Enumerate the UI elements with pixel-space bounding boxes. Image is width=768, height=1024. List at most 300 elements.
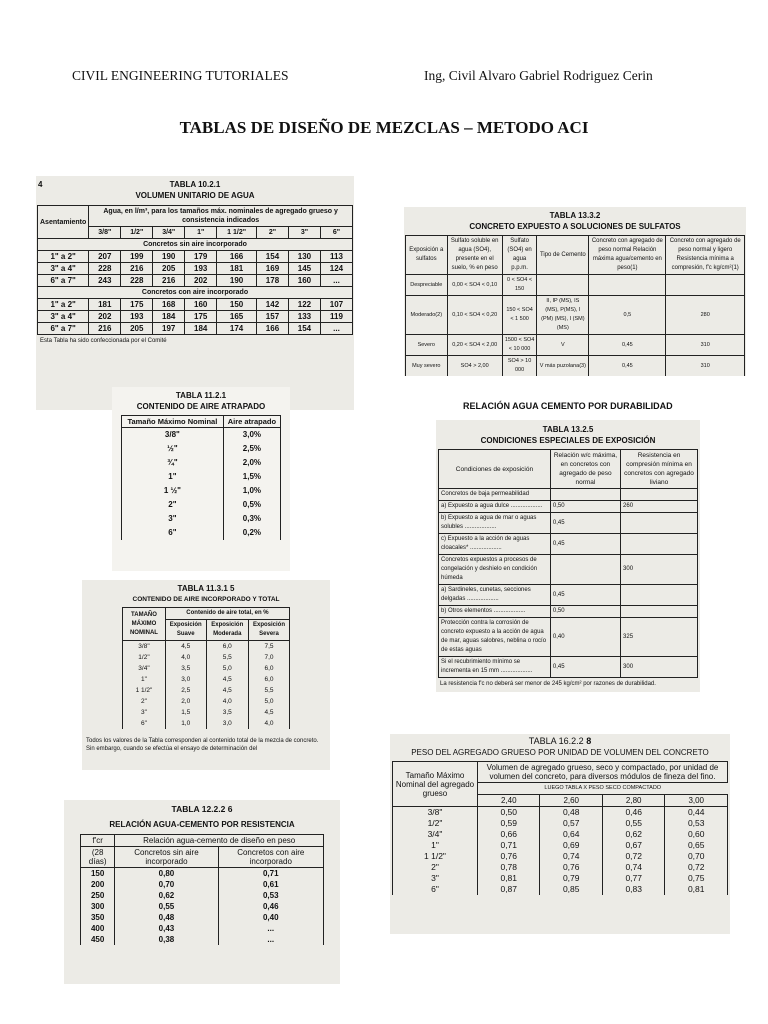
table-cell: 0,3% xyxy=(223,512,280,526)
table-cell: 0,46 xyxy=(218,901,323,912)
table-cell: 3/4" xyxy=(393,829,478,840)
table-cell xyxy=(537,275,589,296)
table-cell: 0,46 xyxy=(602,807,664,819)
table-cell: 0,10 < SO4 < 0,20 xyxy=(447,296,502,335)
table-cell xyxy=(621,513,698,534)
table-cell: 4,0 xyxy=(249,718,290,729)
table-cell: 1,0 xyxy=(165,718,206,729)
table-subtitle: CONTENIDO DE AIRE ATRAPADO xyxy=(136,402,266,411)
table-cell: 228 xyxy=(89,263,121,275)
table-row xyxy=(439,501,698,513)
table-cell: 0,44 xyxy=(665,807,728,819)
col-header: 2,80 xyxy=(602,795,664,807)
table-row xyxy=(393,829,728,840)
table-cell: 0,55 xyxy=(115,901,218,912)
table-13-3-2 xyxy=(404,207,746,376)
table-cell: 1/2" xyxy=(123,652,166,663)
table-cell: Severo xyxy=(406,335,448,356)
table-cell: 150 xyxy=(217,299,257,311)
table-cell: 6" xyxy=(393,884,478,895)
table-cell: 169 xyxy=(257,263,289,275)
header-right: Ing, Civil Alvaro Gabriel Rodriguez Cerin xyxy=(424,68,653,83)
table-cell: 1/2" xyxy=(393,818,478,829)
table-cell: 0,2% xyxy=(223,526,280,540)
table-cell: Despreciable xyxy=(406,275,448,296)
table-10-2-1 xyxy=(36,176,354,410)
table-cell: 0,76 xyxy=(540,862,602,873)
table-cell: 3/4" xyxy=(123,663,166,674)
table-cell: ... xyxy=(218,934,323,945)
table-title: TABLA 11.2.1 xyxy=(175,391,227,400)
table-cell: 325 xyxy=(621,618,698,657)
table-cell: 0,62 xyxy=(602,829,664,840)
table-cell: 0,64 xyxy=(540,829,602,840)
table-row xyxy=(393,818,728,829)
table-cell: 145 xyxy=(288,263,320,275)
table-cell: 1" a 2" xyxy=(38,251,89,263)
table-cell: 216 xyxy=(89,323,121,335)
table-cell: 207 xyxy=(89,251,121,263)
col-header: Agua, en l/m³, para los tamaños máx. nominales de agregado grueso y consistencia indicados xyxy=(89,206,353,227)
table-row xyxy=(123,641,290,653)
table-cell: 0,53 xyxy=(218,890,323,901)
table-title: TABLA 12.2.2 xyxy=(171,804,226,814)
table-cell: 0,71 xyxy=(218,868,323,880)
table-cell: 5,0 xyxy=(206,663,249,674)
table-row xyxy=(81,868,324,880)
col-header: Exposición Suave xyxy=(165,620,206,641)
table-cell: 6,0 xyxy=(249,663,290,674)
table-cell: 190 xyxy=(217,275,257,287)
table-row xyxy=(393,807,728,819)
table-cell: 1" xyxy=(122,470,224,484)
table-cell: 0,60 xyxy=(665,829,728,840)
table-cell: Concretos expuestos a procesos de congelación y deshielo en condición húmeda xyxy=(439,555,551,585)
table-cell: 0,53 xyxy=(665,818,728,829)
table-cell: 4,0 xyxy=(165,652,206,663)
table-subtitle: CONTENIDO DE AIRE INCORPORADO Y TOTAL xyxy=(132,596,280,603)
table-subtitle: RELACIÓN AGUA-CEMENTO POR RESISTENCIA xyxy=(109,820,295,829)
col-header: Concretos sin aire incorporado xyxy=(115,847,218,868)
table-cell: 175 xyxy=(185,311,217,323)
col-header: Resistencia en compresión mínima en concretos con agregado liviano xyxy=(621,450,698,489)
table-16-2-2 xyxy=(390,734,730,934)
col-header: 1 1/2" xyxy=(217,227,257,239)
table-cell: 150 xyxy=(81,868,115,880)
table-cell: 6" xyxy=(122,526,224,540)
col-header: 1" xyxy=(185,227,217,239)
table-cell: 0,62 xyxy=(115,890,218,901)
table-cell: 0,50 xyxy=(550,501,620,513)
table-row xyxy=(38,275,353,287)
table-cell: 0,72 xyxy=(665,862,728,873)
table-cell: 2,5% xyxy=(223,442,280,456)
table-cell: 2" xyxy=(122,498,224,512)
table-cell: 150 < SO4 < 1 500 xyxy=(502,296,537,335)
page-number: 4 xyxy=(38,180,43,189)
table-cell: II, IP (MS), IS (MS), P(MS), I (PM) (MS), I (SM)(MS) xyxy=(537,296,589,335)
table-cell: 243 xyxy=(89,275,121,287)
col-header: Volumen de agregado grueso, seco y compactado, por unidad de volumen del concreto, para diversos módulos de fineza del fino. xyxy=(478,762,728,783)
table-cell: 160 xyxy=(288,275,320,287)
col-header: 2,40 xyxy=(478,795,540,807)
table-cell: 3/8" xyxy=(393,807,478,819)
table-cell: 1,5 xyxy=(165,707,206,718)
table-row xyxy=(122,442,281,456)
table-cell: 154 xyxy=(288,323,320,335)
col-header: Relación agua-cemento de diseño en peso xyxy=(115,835,324,847)
table-cell: V xyxy=(537,335,589,356)
table-cell: 0,43 xyxy=(115,923,218,934)
table-cell: 3,5 xyxy=(206,707,249,718)
table-title: TABLA 16.2.2 xyxy=(528,736,584,746)
table-cell: 199 xyxy=(121,251,153,263)
table-cell: 280 xyxy=(666,296,745,335)
group-header: Concretos sin aire incorporado xyxy=(38,239,353,251)
table-row xyxy=(439,534,698,555)
table-cell xyxy=(550,555,620,585)
table-cell: 166 xyxy=(217,251,257,263)
table-row xyxy=(122,498,281,512)
table-cell: 400 xyxy=(81,923,115,934)
table-cell: 0,59 xyxy=(478,818,540,829)
table-cell: b) Expuesto a agua de mar o aguas solubles ................... xyxy=(439,513,551,534)
col-header: 3/8" xyxy=(89,227,121,239)
page-number: 8 xyxy=(586,736,592,746)
table-cell: 113 xyxy=(320,251,352,263)
table-cell: 6,0 xyxy=(249,674,290,685)
table-cell: 300 xyxy=(621,555,698,585)
table-cell: 174 xyxy=(217,323,257,335)
table-cell: 0,79 xyxy=(540,873,602,884)
table-cell xyxy=(621,489,698,501)
table-cell: ½" xyxy=(122,442,224,456)
table-cell: ... xyxy=(320,275,352,287)
table-cell: 3,0 xyxy=(206,718,249,729)
table-cell: 0,40 xyxy=(218,912,323,923)
table-cell: 0,81 xyxy=(478,873,540,884)
table-cell: 205 xyxy=(153,263,185,275)
col-header: Concreto con agregado de peso normal y ligero Resistencia mínima a compresión, f'c kg/cm²(1) xyxy=(666,236,745,275)
table-cell: 6,0 xyxy=(206,641,249,653)
table-row xyxy=(122,484,281,498)
table-cell: 133 xyxy=(288,311,320,323)
stamp-text: LUEGO TABLA X PESO SECO COMPACTADO xyxy=(544,785,662,791)
table-cell: 0,50 xyxy=(550,606,620,618)
table-title: TABLA 13.3.2 xyxy=(549,211,601,220)
data-table xyxy=(122,607,290,729)
table-cell: 3/8" xyxy=(123,641,166,653)
table-cell xyxy=(666,275,745,296)
table-row xyxy=(406,275,745,296)
table-cell: a) Expuesto a agua dulce ................... xyxy=(439,501,551,513)
data-table xyxy=(438,449,698,678)
table-cell: 200 xyxy=(81,879,115,890)
table-cell: 0,74 xyxy=(602,862,664,873)
table-cell: 0,71 xyxy=(478,840,540,851)
col-header: Sulfato soluble en agua (SO4), presente en el suelo, % en peso xyxy=(447,236,502,275)
table-row xyxy=(81,923,324,934)
table-cell: 5,0 xyxy=(249,696,290,707)
table-row xyxy=(393,840,728,851)
table-row xyxy=(81,890,324,901)
table-row xyxy=(439,618,698,657)
table-cell: SO4 > 2,00 xyxy=(447,356,502,377)
table-cell: 0,45 xyxy=(589,356,666,377)
table-cell: 4,5 xyxy=(206,685,249,696)
table-row xyxy=(439,513,698,534)
table-cell: ... xyxy=(320,323,352,335)
col-header: Tipo de Cemento xyxy=(537,236,589,275)
table-cell: 1500 < SO4 < 10 000 xyxy=(502,335,537,356)
durabilidad-label: RELACIÓN AGUA CEMENTO POR DURABILIDAD xyxy=(463,401,673,411)
table-cell: 175 xyxy=(121,299,153,311)
table-row xyxy=(123,685,290,696)
table-row xyxy=(406,296,745,335)
table-cell: 193 xyxy=(121,311,153,323)
col-header: 6" xyxy=(320,227,352,239)
group-header: Concretos con aire incorporado xyxy=(38,287,353,299)
table-cell: 3/8" xyxy=(122,428,224,443)
col-header: Asentamiento xyxy=(38,206,89,239)
table-cell: 1,5% xyxy=(223,470,280,484)
table-cell: 122 xyxy=(288,299,320,311)
table-cell: 2,5 xyxy=(165,685,206,696)
table-cell: 228 xyxy=(121,275,153,287)
table-cell: 300 xyxy=(81,901,115,912)
table-cell: 450 xyxy=(81,934,115,945)
table-row xyxy=(81,901,324,912)
table-cell: 3" a 4" xyxy=(38,263,89,275)
table-cell: 184 xyxy=(153,311,185,323)
table-row xyxy=(122,470,281,484)
header-left: CIVIL ENGINEERING TUTORIALES xyxy=(72,68,289,83)
table-cell: 0,00 < SO4 < 0,10 xyxy=(447,275,502,296)
col-header: Contenido de aire total, en % xyxy=(165,608,289,620)
table-cell: 7,0 xyxy=(249,652,290,663)
table-cell: 157 xyxy=(257,311,289,323)
table-cell: 0,65 xyxy=(665,840,728,851)
table-cell: 0,77 xyxy=(602,873,664,884)
table-cell: 3" a 4" xyxy=(38,311,89,323)
data-table xyxy=(405,235,745,376)
table-cell: 6" a 7" xyxy=(38,275,89,287)
table-cell: Moderado(2) xyxy=(406,296,448,335)
table-cell: 0,20 < SO4 < 2,00 xyxy=(447,335,502,356)
table-cell: 0,61 xyxy=(218,879,323,890)
table-row xyxy=(393,862,728,873)
table-row xyxy=(439,657,698,678)
table-cell: 1 1/2" xyxy=(123,685,166,696)
table-cell: 250 xyxy=(81,890,115,901)
table-cell: 0,66 xyxy=(478,829,540,840)
table-cell: 310 xyxy=(666,335,745,356)
table-cell: 0,38 xyxy=(115,934,218,945)
table-cell: 4,5 xyxy=(206,674,249,685)
table-cell: 0,70 xyxy=(115,879,218,890)
col-header: Tamaño Máximo Nominal xyxy=(122,416,224,428)
table-cell: 181 xyxy=(89,299,121,311)
table-note: Todos los valores de la Tabla corresponden al contenido total de la mezcla de concreto. Sin embargo, cuando se efectúa el ensayo de determinación del xyxy=(86,738,319,752)
table-cell: 7,5 xyxy=(249,641,290,653)
table-row xyxy=(393,873,728,884)
table-cell: Protección contra la corrosión de concreto expuesto a la acción de agua de mar, aguas salobres, neblina o rocío de estas aguas xyxy=(439,618,551,657)
data-table xyxy=(121,415,281,540)
table-cell xyxy=(621,534,698,555)
table-subtitle: VOLUMEN UNITARIO DE AGUA xyxy=(135,191,255,200)
table-cell: 178 xyxy=(257,275,289,287)
table-cell: 0,69 xyxy=(540,840,602,851)
table-cell: 0,45 xyxy=(550,513,620,534)
table-cell: 168 xyxy=(153,299,185,311)
data-table xyxy=(80,834,324,945)
table-cell: ... xyxy=(218,923,323,934)
table-row xyxy=(123,663,290,674)
table-cell: 205 xyxy=(121,323,153,335)
table-cell: 0,5 xyxy=(589,296,666,335)
table-cell: 5,5 xyxy=(206,652,249,663)
table-cell: 4,0 xyxy=(206,696,249,707)
table-subtitle: PESO DEL AGREGADO GRUESO POR UNIDAD DE VOLUMEN DEL CONCRETO xyxy=(411,748,709,757)
table-cell: Si el recubrimiento mínimo se incrementa en 15 mm ................... xyxy=(439,657,551,678)
table-cell: 0,75 xyxy=(665,873,728,884)
table-row xyxy=(38,251,353,263)
col-header: Concreto con agregado de peso normal Relación máxima agua/cemento en peso(1) xyxy=(589,236,666,275)
table-row xyxy=(406,356,745,377)
table-cell: 310 xyxy=(666,356,745,377)
data-table xyxy=(37,205,353,335)
table-cell: 2" xyxy=(393,862,478,873)
table-row xyxy=(406,335,745,356)
table-cell: 216 xyxy=(121,263,153,275)
table-cell: 0,87 xyxy=(478,884,540,895)
page-number: 6 xyxy=(227,804,233,814)
table-cell: 181 xyxy=(217,263,257,275)
table-cell: 300 xyxy=(621,657,698,678)
table-cell: 1 1/2" xyxy=(393,851,478,862)
table-11-2-1 xyxy=(112,387,290,571)
table-row xyxy=(81,934,324,945)
table-row xyxy=(393,884,728,895)
table-cell: 2,0% xyxy=(223,456,280,470)
table-cell xyxy=(550,489,620,501)
table-row xyxy=(123,707,290,718)
table-cell: 0,48 xyxy=(115,912,218,923)
table-cell: 165 xyxy=(217,311,257,323)
col-header: Exposición Moderada xyxy=(206,620,249,641)
table-13-2-5 xyxy=(436,420,700,692)
col-header: Sulfato (SO4) en agua p.p.m. xyxy=(502,236,537,275)
col-header: TAMAÑO MÁXIMO NOMINAL xyxy=(123,608,166,641)
table-cell: 0,5% xyxy=(223,498,280,512)
table-cell: 0,85 xyxy=(540,884,602,895)
col-header: 3/4" xyxy=(153,227,185,239)
table-cell: 197 xyxy=(153,323,185,335)
table-cell: 1" xyxy=(123,674,166,685)
table-cell: 3,5 xyxy=(165,663,206,674)
table-cell: 179 xyxy=(185,251,217,263)
table-cell: 216 xyxy=(153,275,185,287)
table-cell: 0,80 xyxy=(115,868,218,880)
col-header: 3" xyxy=(288,227,320,239)
table-cell: 124 xyxy=(320,263,352,275)
table-cell: 3,0% xyxy=(223,428,280,443)
table-row xyxy=(38,311,353,323)
table-cell: 0,45 xyxy=(550,585,620,606)
table-row xyxy=(38,323,353,335)
table-cell: 3" xyxy=(122,512,224,526)
table-row xyxy=(122,456,281,470)
table-cell: 193 xyxy=(185,263,217,275)
table-cell: 0,57 xyxy=(540,818,602,829)
col-header: Exposición Severa xyxy=(249,620,290,641)
table-title: TABLA 10.2.1 xyxy=(169,180,221,189)
page-title: TABLAS DE DISEÑO DE MEZCLAS – METODO ACI xyxy=(179,118,589,137)
col-header: 1/2" xyxy=(121,227,153,239)
col-header: 2" xyxy=(257,227,289,239)
table-cell: 0,78 xyxy=(478,862,540,873)
table-cell: 0,45 xyxy=(550,657,620,678)
table-cell: 0,55 xyxy=(602,818,664,829)
col-header: Concretos con aire incorporado xyxy=(218,847,323,868)
table-cell: 2" xyxy=(123,696,166,707)
table-cell: 350 xyxy=(81,912,115,923)
table-cell: 107 xyxy=(320,299,352,311)
table-cell: 119 xyxy=(320,311,352,323)
table-cell: 0,76 xyxy=(478,851,540,862)
table-cell: 0,45 xyxy=(589,335,666,356)
table-cell: 202 xyxy=(89,311,121,323)
table-cell xyxy=(621,606,698,618)
col-header: f'cr xyxy=(92,836,103,845)
col-header: (28 días) xyxy=(81,847,115,868)
table-row xyxy=(439,585,698,606)
table-cell: b) Otros elementos ................... xyxy=(439,606,551,618)
table-cell: 1,0% xyxy=(223,484,280,498)
table-cell: 0,50 xyxy=(478,807,540,819)
table-row xyxy=(81,912,324,923)
table-row xyxy=(38,263,353,275)
table-row xyxy=(122,428,281,443)
table-row xyxy=(439,555,698,585)
table-cell: 142 xyxy=(257,299,289,311)
table-cell: a) Sardineles, cunetas, secciones delgadas ................... xyxy=(439,585,551,606)
table-cell: c) Expuesto a la acción de aguas cloacales* ................... xyxy=(439,534,551,555)
table-row xyxy=(81,879,324,890)
col-header: Condiciones de exposición xyxy=(439,450,551,489)
table-row xyxy=(122,526,281,540)
col-header: 3,00 xyxy=(665,795,728,807)
table-cell: Concretos de baja permeabilidad xyxy=(439,489,551,501)
table-cell: 0,70 xyxy=(665,851,728,862)
table-cell: 202 xyxy=(185,275,217,287)
col-header: 2,60 xyxy=(540,795,602,807)
table-cell: ¾" xyxy=(122,456,224,470)
col-header: Exposición a sulfatos xyxy=(406,236,448,275)
table-cell: 190 xyxy=(153,251,185,263)
table-title: TABLA 13.2.5 xyxy=(542,425,594,434)
table-row xyxy=(123,652,290,663)
table-subtitle: CONDICIONES ESPECIALES DE EXPOSICIÓN xyxy=(480,436,656,445)
table-cell: 0,72 xyxy=(602,851,664,862)
table-note: La resistencia f'c no deberá ser menor de 245 kg/cm² por razones de durabilidad. xyxy=(440,681,656,687)
table-cell: 166 xyxy=(257,323,289,335)
table-row xyxy=(439,606,698,618)
col-header: Tamaño Máximo Nominal del agregado grueso xyxy=(393,762,478,807)
table-cell xyxy=(621,585,698,606)
table-cell: 5,5 xyxy=(249,685,290,696)
table-cell: 4,5 xyxy=(249,707,290,718)
